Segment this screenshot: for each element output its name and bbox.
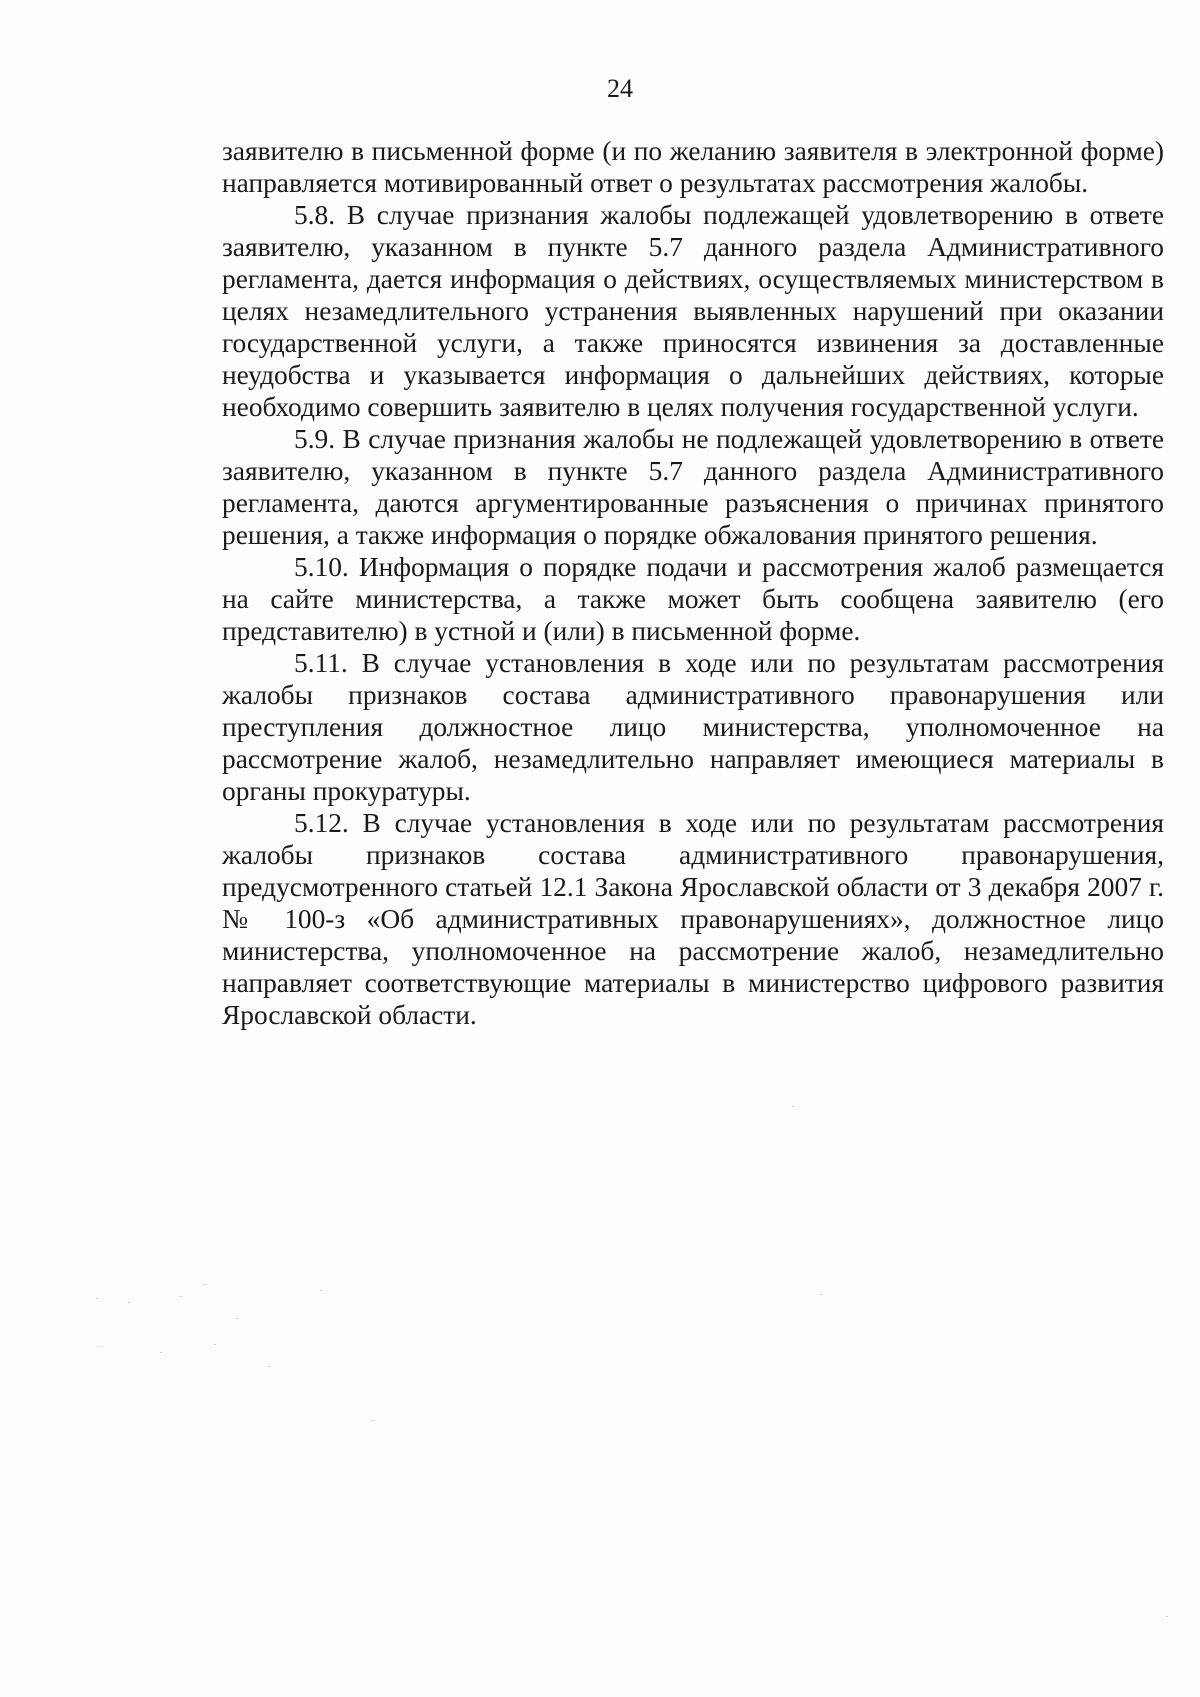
scan-speck xyxy=(160,1352,162,1353)
paragraph-5-9: 5.9. В случае признания жалобы не подлежащей удовлетворению в ответе заявителю, указанном в пункте 5.7 данного раздела Административного регламента, даются аргументированные разъяснения о причинах принятого решения, а также информация о порядке обжалования принятого решения. xyxy=(222,424,1164,550)
scan-speck xyxy=(180,1296,182,1297)
paragraph-5-8: 5.8. В случае признания жалобы подлежащей удовлетворению в ответе заявителю, указанном в пункте 5.7 данного раздела Административного регламента, дается информация о действиях, осуществляемых министерством в целях незамедлительного устранения выявленных нарушений при оказании государственной услуги, а также приносятся извинения за доставленные неудобства и указывается информация о дальнейших действиях, которые необходимо совершить заявителю в целях получения государственной услуги. xyxy=(222,200,1164,422)
body-text xyxy=(222,135,1164,1031)
scan-speck xyxy=(792,1106,794,1107)
scan-speck xyxy=(100,1346,102,1347)
scan-speck xyxy=(214,1344,216,1345)
paragraph-continuation: заявителю в письменной форме (и по желанию заявителя в электронной форме) направляется мотивированный ответ о результатах рассмотрения жалобы. xyxy=(222,136,1164,198)
scan-speck xyxy=(96,1298,98,1299)
paragraph-5-12: 5.12. В случае установления в ходе или по результатам рассмотрения жалобы признаков состава административного правонарушения, предусмотренного статьей 12.1 Закона Ярославской области от 3 декабря 2007 г. № 100-з «Об административных правонарушениях», должностное лицо министерства, уполномоченное на рассмотрение жалоб, незамедлительно направляет соответствующие материалы в министерство цифрового развития Ярославской области. xyxy=(222,808,1164,1030)
scan-speck xyxy=(1166,1616,1168,1617)
scan-speck xyxy=(204,1284,206,1285)
paragraph-5-10: 5.10. Информация о порядке подачи и рассмотрения жалоб размещается на сайте министерства, а также может быть сообщена заявителю (его представителю) в устной и (или) в письменной форме. xyxy=(222,552,1164,646)
scan-speck xyxy=(268,1366,270,1367)
scan-speck xyxy=(236,1318,238,1319)
scan-speck xyxy=(128,1302,130,1303)
paragraph-5-11: 5.11. В случае установления в ходе или по результатам рассмотрения жалобы признаков состава административного правонарушения или преступления должностное лицо министерства, уполномоченное на рассмотрение жалоб, незамедлительно направляет имеющиеся материалы в органы прокуратуры. xyxy=(222,648,1164,806)
page-number: 24 xyxy=(607,74,633,103)
scan-speck xyxy=(372,1420,374,1421)
scan-speck xyxy=(320,1290,322,1291)
scan-speck xyxy=(820,1294,822,1295)
